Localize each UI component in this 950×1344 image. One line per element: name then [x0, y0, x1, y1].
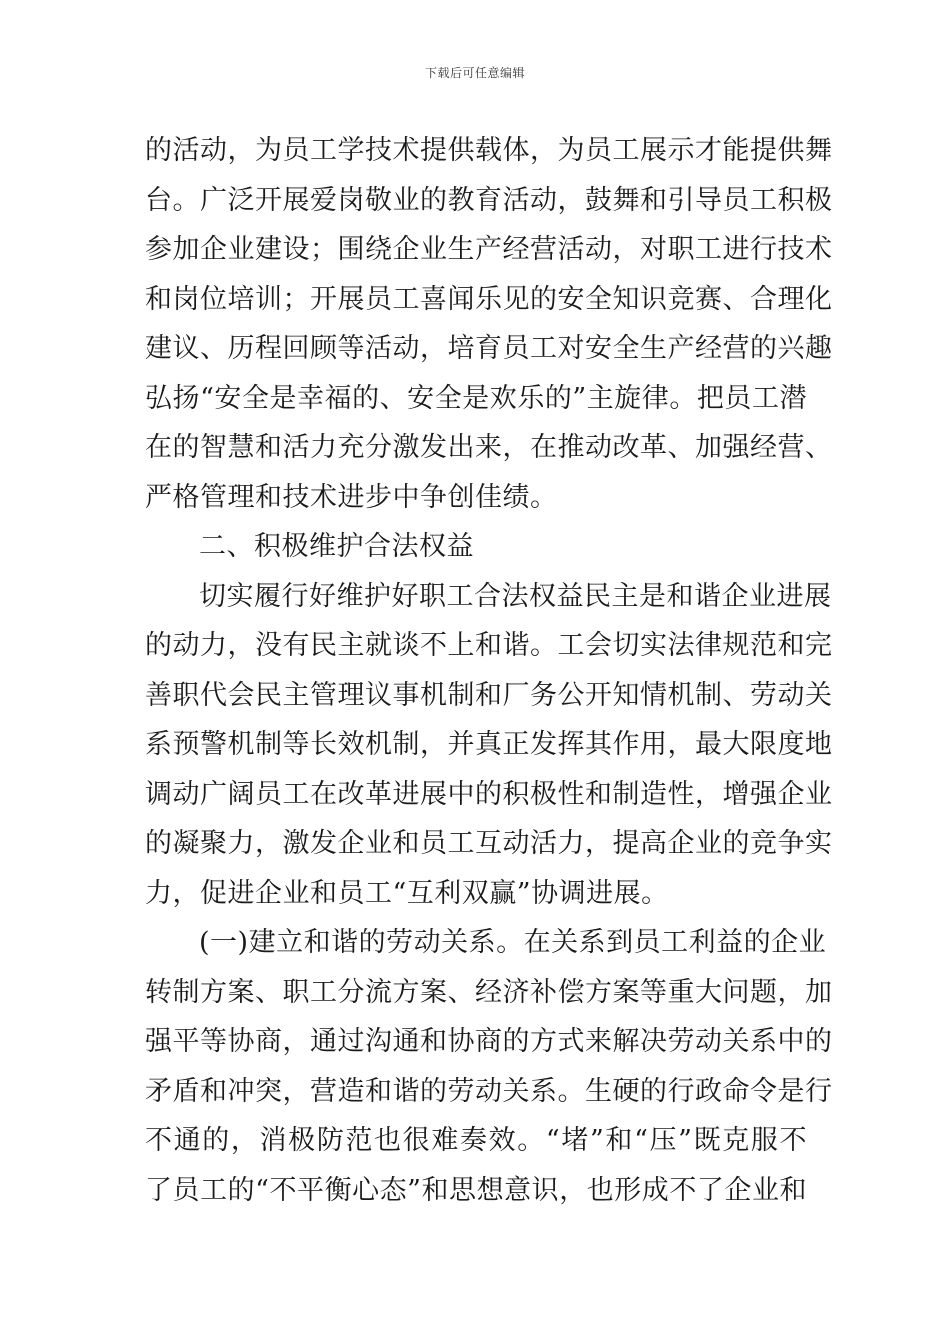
document-body [145, 126, 833, 1215]
paragraph-line: 的凝聚力，激发企业和员工互动活力，提高企业的竞争实 [145, 828, 833, 859]
paragraph-line: 矛盾和冲突，营造和谐的劳动关系。生硬的行政命令是行 [145, 1075, 833, 1107]
paragraph-line: 参加企业建设；围绕企业生产经营活动，对职工进行技术 [145, 234, 833, 265]
paragraph-line: 力，促进企业和员工“互利双赢”协调进展。 [145, 877, 669, 909]
paragraph-line: 在的智慧和活力充分激发出来，在推动改革、加强经营、 [145, 432, 833, 463]
paragraph-line: 了员工的“不平衡心态”和思想意识，也形成不了企业和 [145, 1174, 807, 1206]
paragraph-line: 弘扬“安全是幸福的、安全是欢乐的”主旋律。把员工潜 [145, 382, 807, 414]
paragraph-line: 强平等协商，通过沟通和协商的方式来解决劳动关系中的 [145, 1026, 833, 1057]
paragraph-line: 调动广阔员工在改革进展中的积极性和制造性，增强企业 [145, 778, 833, 810]
section-heading: 二、积极维护合法权益 [199, 531, 474, 562]
paragraph-line: 的动力，没有民主就谈不上和谐。工会切实法律规范和完 [145, 630, 833, 661]
paragraph-line: 善职代会民主管理议事机制和厂务公开知情机制、劳动关 [145, 679, 833, 711]
paragraph-line: 建议、历程回顾等活动，培育员工对安全生产经营的兴趣 [145, 333, 833, 364]
paragraph-line: 严格管理和技术进步中争创佳绩。 [145, 481, 558, 513]
paragraph-line: (一)建立和谐的劳动关系。在关系到员工利益的企业 [199, 927, 827, 958]
paragraph-line: 转制方案、职工分流方案、经济补偿方案等重大问题，加 [145, 976, 833, 1008]
paragraph-line: 切实履行好维护好职工合法权益民主是和谐企业进展 [199, 580, 832, 612]
paragraph-line: 台。广泛开展爱岗敬业的教育活动，鼓舞和引导员工积极 [145, 184, 833, 216]
page-header-note: 下载后可任意编辑 [424, 66, 525, 80]
paragraph-line: 的活动，为员工学技术提供载体，为员工展示才能提供舞 [145, 135, 833, 166]
paragraph-line: 系预警机制等长效机制，并真正发挥其作用，最大限度地 [145, 729, 833, 760]
paragraph-line: 不通的，消极防范也很难奏效。“堵”和“压”既克服不 [145, 1125, 807, 1156]
paragraph-line: 和岗位培训；开展员工喜闻乐见的安全知识竞赛、合理化 [145, 283, 833, 315]
